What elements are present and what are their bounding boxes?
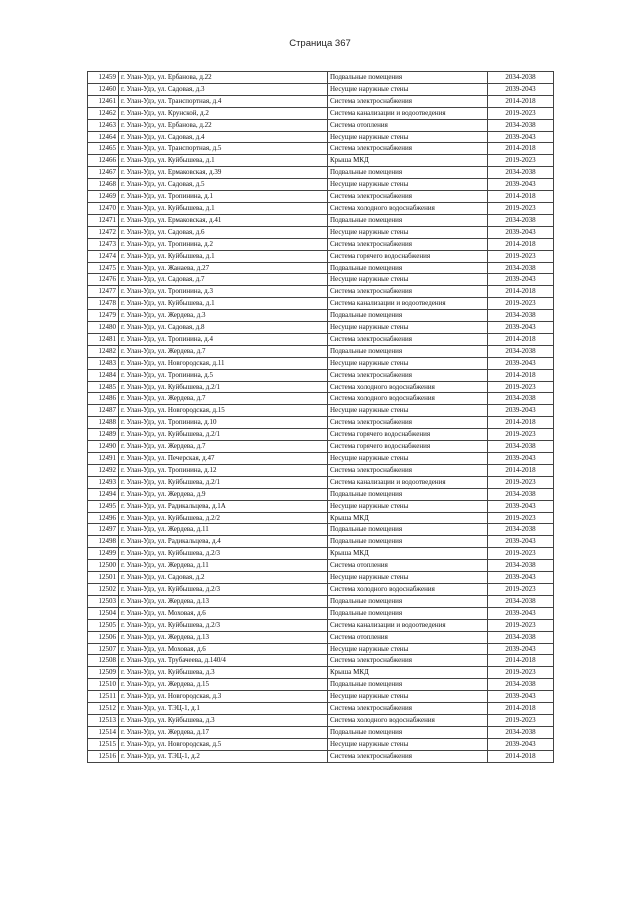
cell-repair-period: 2039-2043 (488, 500, 554, 512)
cell-number: 12470 (88, 202, 119, 214)
cell-structural-element: Несущие наружные стены (328, 131, 488, 143)
table-row (88, 155, 554, 167)
cell-structural-element: Система электроснабжения (328, 750, 488, 762)
cell-repair-period: 2019-2023 (488, 202, 554, 214)
cell-repair-period: 2014-2018 (488, 238, 554, 250)
cell-number: 12483 (88, 357, 119, 369)
cell-repair-period: 2039-2043 (488, 536, 554, 548)
cell-number: 12486 (88, 393, 119, 405)
cell-structural-element: Несущие наружные стены (328, 691, 488, 703)
cell-structural-element: Несущие наружные стены (328, 274, 488, 286)
cell-number: 12496 (88, 512, 119, 524)
cell-address: г. Улан-Удэ, ул. Жердева, д.11 (119, 560, 328, 572)
cell-structural-element: Крыша МКД (328, 155, 488, 167)
table-row (88, 310, 554, 322)
cell-structural-element: Система электроснабжения (328, 286, 488, 298)
cell-address: г. Улан-Удэ, ул. Новгородская, д.11 (119, 357, 328, 369)
cell-address: г. Улан-Удэ, ул. Жердева, д.13 (119, 631, 328, 643)
cell-address: г. Улан-Удэ, ул. ТЭЦ-1, д.1 (119, 703, 328, 715)
cell-repair-period: 2019-2023 (488, 667, 554, 679)
cell-number: 12490 (88, 441, 119, 453)
cell-number: 12495 (88, 500, 119, 512)
cell-address: г. Улан-Удэ, ул. Тропинина, д.12 (119, 464, 328, 476)
table-row (88, 143, 554, 155)
cell-repair-period: 2039-2043 (488, 643, 554, 655)
cell-structural-element: Несущие наружные стены (328, 500, 488, 512)
cell-number: 12502 (88, 583, 119, 595)
cell-structural-element: Система холодного водоснабжения (328, 381, 488, 393)
cell-structural-element: Система электроснабжения (328, 333, 488, 345)
cell-repair-period: 2039-2043 (488, 83, 554, 95)
cell-number: 12476 (88, 274, 119, 286)
cell-repair-period: 2014-2018 (488, 703, 554, 715)
cell-structural-element: Несущие наружные стены (328, 405, 488, 417)
cell-number: 12501 (88, 572, 119, 584)
cell-number: 12507 (88, 643, 119, 655)
cell-repair-period: 2034-2038 (488, 119, 554, 131)
cell-structural-element: Несущие наружные стены (328, 643, 488, 655)
table-row (88, 250, 554, 262)
cell-structural-element: Система отопления (328, 119, 488, 131)
table-row (88, 83, 554, 95)
cell-number: 12504 (88, 607, 119, 619)
table-row (88, 322, 554, 334)
cell-structural-element: Система электроснабжения (328, 655, 488, 667)
table-row (88, 488, 554, 500)
cell-repair-period: 2039-2043 (488, 738, 554, 750)
cell-number: 12474 (88, 250, 119, 262)
cell-address: г. Улан-Удэ, ул. Садовая, д.7 (119, 274, 328, 286)
cell-repair-period: 2039-2043 (488, 226, 554, 238)
table-row (88, 512, 554, 524)
table-row (88, 202, 554, 214)
cell-structural-element: Несущие наружные стены (328, 322, 488, 334)
cell-structural-element: Система холодного водоснабжения (328, 393, 488, 405)
table-row (88, 381, 554, 393)
cell-address: г. Улан-Удэ, ул. Садовая, д.6 (119, 226, 328, 238)
table-row (88, 226, 554, 238)
cell-number: 12505 (88, 619, 119, 631)
cell-number: 12480 (88, 322, 119, 334)
table-row (88, 72, 554, 84)
cell-address: г. Улан-Удэ, ул. Куйбышева, д.3 (119, 667, 328, 679)
cell-repair-period: 2034-2038 (488, 524, 554, 536)
cell-number: 12510 (88, 679, 119, 691)
cell-repair-period: 2019-2023 (488, 429, 554, 441)
cell-number: 12491 (88, 453, 119, 465)
cell-address: г. Улан-Удэ, ул. Куйбышева, д.1 (119, 155, 328, 167)
cell-address: г. Улан-Удэ, ул. Жердева, д.7 (119, 345, 328, 357)
cell-structural-element: Система электроснабжения (328, 703, 488, 715)
cell-repair-period: 2039-2043 (488, 322, 554, 334)
cell-repair-period: 2039-2043 (488, 179, 554, 191)
cell-address: г. Улан-Удэ, ул. Жердева, д.3 (119, 310, 328, 322)
cell-address: г. Улан-Удэ, ул. Куйбышева, д.2/1 (119, 476, 328, 488)
cell-address: г. Улан-Удэ, ул. Ербанова, д.22 (119, 72, 328, 84)
cell-address: г. Улан-Удэ, ул. Ербанова, д.22 (119, 119, 328, 131)
cell-structural-element: Система холодного водоснабжения (328, 202, 488, 214)
cell-address: г. Улан-Удэ, ул. Транспортная, д.4 (119, 95, 328, 107)
table-row (88, 738, 554, 750)
cell-number: 12499 (88, 548, 119, 560)
table-row (88, 238, 554, 250)
table-row (88, 417, 554, 429)
table-row (88, 655, 554, 667)
cell-repair-period: 2034-2038 (488, 726, 554, 738)
cell-repair-period: 2034-2038 (488, 310, 554, 322)
cell-number: 12466 (88, 155, 119, 167)
cell-structural-element: Система канализации и водоотведения (328, 298, 488, 310)
table-row (88, 286, 554, 298)
table-body (88, 72, 554, 763)
cell-structural-element: Несущие наружные стены (328, 226, 488, 238)
cell-number: 12508 (88, 655, 119, 667)
cell-address: г. Улан-Удэ, ул. ТЭЦ-1, д.2 (119, 750, 328, 762)
cell-repair-period: 2014-2018 (488, 191, 554, 203)
cell-number: 12473 (88, 238, 119, 250)
table-row (88, 453, 554, 465)
cell-repair-period: 2014-2018 (488, 417, 554, 429)
cell-number: 12477 (88, 286, 119, 298)
cell-repair-period: 2039-2043 (488, 453, 554, 465)
cell-number: 12498 (88, 536, 119, 548)
cell-address: г. Улан-Удэ, ул. Новгородская, д.5 (119, 738, 328, 750)
cell-number: 12494 (88, 488, 119, 500)
table-row (88, 607, 554, 619)
cell-repair-period: 2019-2023 (488, 548, 554, 560)
cell-number: 12459 (88, 72, 119, 84)
page-title: Страница 367 (289, 38, 351, 49)
table-row (88, 441, 554, 453)
cell-number: 12513 (88, 714, 119, 726)
cell-structural-element: Несущие наружные стены (328, 357, 488, 369)
cell-number: 12460 (88, 83, 119, 95)
table-row (88, 572, 554, 584)
cell-address: г. Улан-Удэ, ул. Садовая, д.3 (119, 83, 328, 95)
cell-repair-period: 2014-2018 (488, 750, 554, 762)
cell-structural-element: Подвальные помещения (328, 72, 488, 84)
cell-address: г. Улан-Удэ, ул. Тропинина, д.4 (119, 333, 328, 345)
cell-number: 12492 (88, 464, 119, 476)
cell-number: 12493 (88, 476, 119, 488)
cell-address: г. Улан-Удэ, ул. Радикальцева, д.4 (119, 536, 328, 548)
cell-address: г. Улан-Удэ, ул. Жанаева, д.27 (119, 262, 328, 274)
cell-repair-period: 2019-2023 (488, 619, 554, 631)
cell-address: г. Улан-Удэ, ул. Тропинина, д.3 (119, 286, 328, 298)
cell-structural-element: Система холодного водоснабжения (328, 583, 488, 595)
cell-structural-element: Подвальные помещения (328, 167, 488, 179)
table-row (88, 524, 554, 536)
cell-repair-period: 2034-2038 (488, 595, 554, 607)
cell-number: 12484 (88, 369, 119, 381)
table-row (88, 333, 554, 345)
cell-number: 12514 (88, 726, 119, 738)
cell-repair-period: 2014-2018 (488, 286, 554, 298)
cell-repair-period: 2034-2038 (488, 488, 554, 500)
cell-repair-period: 2034-2038 (488, 72, 554, 84)
table-row (88, 393, 554, 405)
cell-repair-period: 2019-2023 (488, 512, 554, 524)
cell-structural-element: Подвальные помещения (328, 345, 488, 357)
cell-repair-period: 2039-2043 (488, 131, 554, 143)
table-row (88, 191, 554, 203)
table-row (88, 405, 554, 417)
cell-number: 12487 (88, 405, 119, 417)
cell-address: г. Улан-Удэ, ул. Жердева, д.17 (119, 726, 328, 738)
cell-number: 12497 (88, 524, 119, 536)
cell-address: г. Улан-Удэ, ул. Куйбышева, д.2/1 (119, 381, 328, 393)
cell-structural-element: Система канализации и водоотведения (328, 619, 488, 631)
cell-structural-element: Подвальные помещения (328, 524, 488, 536)
table-row (88, 298, 554, 310)
cell-structural-element: Несущие наружные стены (328, 453, 488, 465)
cell-address: г. Улан-Удэ, ул. Куйбышева, д.1 (119, 298, 328, 310)
cell-number: 12479 (88, 310, 119, 322)
table-row (88, 667, 554, 679)
cell-number: 12506 (88, 631, 119, 643)
cell-structural-element: Подвальные помещения (328, 310, 488, 322)
cell-structural-element: Система отопления (328, 560, 488, 572)
cell-repair-period: 2034-2038 (488, 631, 554, 643)
cell-structural-element: Подвальные помещения (328, 607, 488, 619)
table-row (88, 464, 554, 476)
cell-address: г. Улан-Удэ, ул. Садовая, д.4 (119, 131, 328, 143)
cell-structural-element: Несущие наружные стены (328, 572, 488, 584)
table-row (88, 429, 554, 441)
cell-repair-period: 2039-2043 (488, 691, 554, 703)
cell-address: г. Улан-Удэ, ул. Моховая, д.6 (119, 643, 328, 655)
cell-number: 12465 (88, 143, 119, 155)
cell-repair-period: 2019-2023 (488, 155, 554, 167)
cell-repair-period: 2014-2018 (488, 95, 554, 107)
cell-repair-period: 2014-2018 (488, 333, 554, 345)
cell-address: г. Улан-Удэ, ул. Жердева, д.11 (119, 524, 328, 536)
cell-repair-period: 2019-2023 (488, 107, 554, 119)
cell-address: г. Улан-Удэ, ул. Ермаковская, д.39 (119, 167, 328, 179)
table-row (88, 679, 554, 691)
cell-structural-element: Крыша МКД (328, 548, 488, 560)
cell-structural-element: Система электроснабжения (328, 143, 488, 155)
cell-address: г. Улан-Удэ, ул. Трубачеева, д.140/4 (119, 655, 328, 667)
table-row (88, 476, 554, 488)
cell-structural-element: Система электроснабжения (328, 369, 488, 381)
cell-structural-element: Крыша МКД (328, 667, 488, 679)
cell-repair-period: 2014-2018 (488, 655, 554, 667)
cell-repair-period: 2039-2043 (488, 274, 554, 286)
cell-structural-element: Система горячего водоснабжения (328, 429, 488, 441)
cell-structural-element: Несущие наружные стены (328, 179, 488, 191)
table-row (88, 583, 554, 595)
table-row (88, 167, 554, 179)
cell-number: 12469 (88, 191, 119, 203)
table-row (88, 500, 554, 512)
table-row (88, 107, 554, 119)
cell-address: г. Улан-Удэ, ул. Куйбышева, д.2/3 (119, 583, 328, 595)
cell-structural-element: Система электроснабжения (328, 464, 488, 476)
cell-structural-element: Крыша МКД (328, 512, 488, 524)
cell-repair-period: 2034-2038 (488, 393, 554, 405)
cell-structural-element: Система канализации и водоотведения (328, 476, 488, 488)
table-row (88, 548, 554, 560)
cell-structural-element: Подвальные помещения (328, 214, 488, 226)
cell-address: г. Улан-Удэ, ул. Садовая, д.2 (119, 572, 328, 584)
cell-structural-element: Система горячего водоснабжения (328, 250, 488, 262)
cell-repair-period: 2039-2043 (488, 607, 554, 619)
cell-number: 12481 (88, 333, 119, 345)
cell-repair-period: 2039-2043 (488, 405, 554, 417)
cell-address: г. Улан-Удэ, ул. Жердева, д.13 (119, 595, 328, 607)
cell-address: г. Улан-Удэ, ул. Тропинина, д.1 (119, 191, 328, 203)
cell-address: г. Улан-Удэ, ул. Новгородская, д.3 (119, 691, 328, 703)
table-row (88, 631, 554, 643)
cell-address: г. Улан-Удэ, ул. Тропинина, д.10 (119, 417, 328, 429)
cell-structural-element: Подвальные помещения (328, 262, 488, 274)
cell-address: г. Улан-Удэ, ул. Жердева, д.7 (119, 441, 328, 453)
cell-structural-element: Система горячего водоснабжения (328, 441, 488, 453)
cell-repair-period: 2019-2023 (488, 298, 554, 310)
cell-repair-period: 2039-2043 (488, 572, 554, 584)
cell-structural-element: Система канализации и водоотведения (328, 107, 488, 119)
table-row (88, 714, 554, 726)
cell-address: г. Улан-Удэ, ул. Крунской, д.2 (119, 107, 328, 119)
cell-address: г. Улан-Удэ, ул. Садовая, д.5 (119, 179, 328, 191)
cell-number: 12472 (88, 226, 119, 238)
cell-number: 12464 (88, 131, 119, 143)
table-row (88, 131, 554, 143)
cell-address: г. Улан-Удэ, ул. Куйбышева, д.3 (119, 714, 328, 726)
table-row (88, 691, 554, 703)
cell-structural-element: Система холодного водоснабжения (328, 714, 488, 726)
cell-number: 12467 (88, 167, 119, 179)
cell-address: г. Улан-Удэ, ул. Куйбышева, д.2/1 (119, 429, 328, 441)
cell-structural-element: Несущие наружные стены (328, 83, 488, 95)
table-row (88, 726, 554, 738)
cell-repair-period: 2019-2023 (488, 250, 554, 262)
table-row (88, 643, 554, 655)
table-row (88, 619, 554, 631)
table-row (88, 214, 554, 226)
table-row (88, 274, 554, 286)
cell-repair-period: 2034-2038 (488, 345, 554, 357)
cell-repair-period: 2034-2038 (488, 560, 554, 572)
capital-repair-table (87, 71, 554, 763)
cell-number: 12515 (88, 738, 119, 750)
table-row (88, 262, 554, 274)
table-row (88, 369, 554, 381)
cell-number: 12461 (88, 95, 119, 107)
cell-address: г. Улан-Удэ, ул. Куйбышева, д.2/3 (119, 548, 328, 560)
cell-address: г. Улан-Удэ, ул. Радикальцева, д.1А (119, 500, 328, 512)
cell-repair-period: 2034-2038 (488, 214, 554, 226)
table-row (88, 560, 554, 572)
cell-number: 12471 (88, 214, 119, 226)
cell-address: г. Улан-Удэ, ул. Моховая, д.6 (119, 607, 328, 619)
cell-address: г. Улан-Удэ, ул. Куйбышева, д.1 (119, 250, 328, 262)
cell-address: г. Улан-Удэ, ул. Куйбышева, д.2/3 (119, 619, 328, 631)
cell-address: г. Улан-Удэ, ул. Ермаковская, д.41 (119, 214, 328, 226)
cell-address: г. Улан-Удэ, ул. Жердева, д.15 (119, 679, 328, 691)
cell-number: 12482 (88, 345, 119, 357)
cell-structural-element: Система отопления (328, 631, 488, 643)
cell-address: г. Улан-Удэ, ул. Тропинина, д.5 (119, 369, 328, 381)
cell-structural-element: Несущие наружные стены (328, 738, 488, 750)
cell-repair-period: 2014-2018 (488, 143, 554, 155)
cell-address: г. Улан-Удэ, ул. Куйбышева, д.1 (119, 202, 328, 214)
cell-structural-element: Система электроснабжения (328, 95, 488, 107)
cell-address: г. Улан-Удэ, ул. Транспортная, д.5 (119, 143, 328, 155)
cell-number: 12478 (88, 298, 119, 310)
cell-repair-period: 2034-2038 (488, 679, 554, 691)
cell-structural-element: Система электроснабжения (328, 191, 488, 203)
cell-number: 12468 (88, 179, 119, 191)
cell-address: г. Улан-Удэ, ул. Тропинина, д.2 (119, 238, 328, 250)
cell-structural-element: Подвальные помещения (328, 679, 488, 691)
cell-number: 12516 (88, 750, 119, 762)
table-row (88, 703, 554, 715)
table-row (88, 750, 554, 762)
table-row (88, 95, 554, 107)
cell-number: 12489 (88, 429, 119, 441)
cell-number: 12485 (88, 381, 119, 393)
table-row (88, 536, 554, 548)
table-row (88, 119, 554, 131)
table-row (88, 595, 554, 607)
cell-address: г. Улан-Удэ, ул. Жердева, д.9 (119, 488, 328, 500)
cell-repair-period: 2014-2018 (488, 464, 554, 476)
cell-repair-period: 2019-2023 (488, 714, 554, 726)
cell-number: 12512 (88, 703, 119, 715)
cell-address: г. Улан-Удэ, ул. Новгородская, д.15 (119, 405, 328, 417)
cell-number: 12511 (88, 691, 119, 703)
table-row (88, 357, 554, 369)
cell-number: 12462 (88, 107, 119, 119)
cell-address: г. Улан-Удэ, ул. Печерская, д.47 (119, 453, 328, 465)
cell-number: 12475 (88, 262, 119, 274)
cell-number: 12488 (88, 417, 119, 429)
cell-repair-period: 2034-2038 (488, 441, 554, 453)
cell-number: 12503 (88, 595, 119, 607)
cell-repair-period: 2019-2023 (488, 381, 554, 393)
cell-structural-element: Подвальные помещения (328, 488, 488, 500)
cell-structural-element: Система электроснабжения (328, 238, 488, 250)
cell-number: 12463 (88, 119, 119, 131)
table-row (88, 345, 554, 357)
cell-number: 12500 (88, 560, 119, 572)
cell-structural-element: Система электроснабжения (328, 417, 488, 429)
cell-repair-period: 2034-2038 (488, 262, 554, 274)
cell-repair-period: 2039-2043 (488, 357, 554, 369)
cell-repair-period: 2014-2018 (488, 369, 554, 381)
cell-repair-period: 2034-2038 (488, 167, 554, 179)
cell-repair-period: 2019-2023 (488, 583, 554, 595)
cell-address: г. Улан-Удэ, ул. Куйбышева, д.2/2 (119, 512, 328, 524)
cell-structural-element: Подвальные помещения (328, 536, 488, 548)
cell-address: г. Улан-Удэ, ул. Садовая, д.8 (119, 322, 328, 334)
cell-number: 12509 (88, 667, 119, 679)
cell-structural-element: Подвальные помещения (328, 726, 488, 738)
cell-structural-element: Подвальные помещения (328, 595, 488, 607)
cell-address: г. Улан-Удэ, ул. Жердева, д.7 (119, 393, 328, 405)
cell-repair-period: 2019-2023 (488, 476, 554, 488)
table-row (88, 179, 554, 191)
